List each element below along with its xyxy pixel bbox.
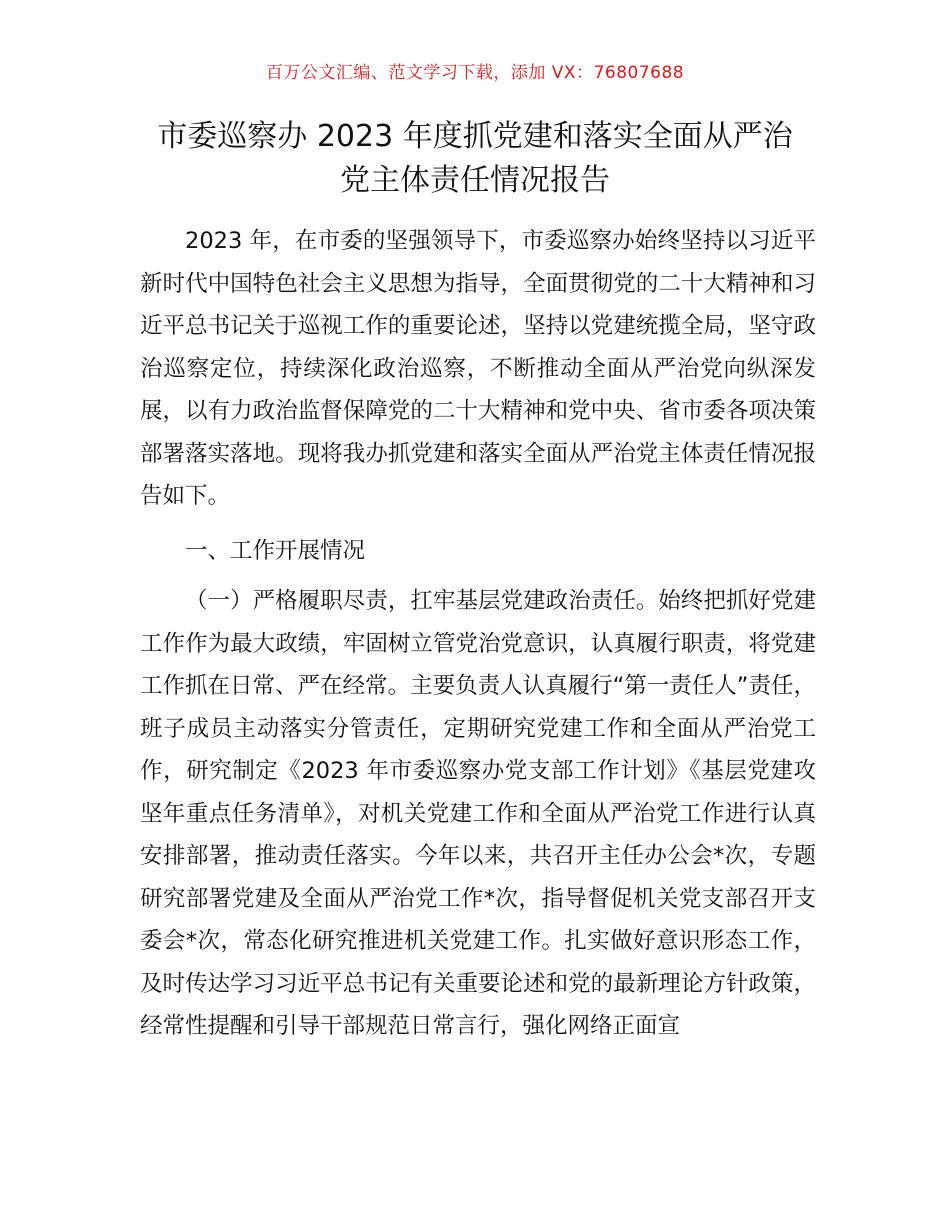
header-contact-note: 百万公文汇编、范文学习下载，添加 VX：76807688	[265, 63, 685, 83]
document-body	[140, 220, 816, 1048]
body-paragraph: （一）严格履职尽责，扛牢基层党建政治责任。始终把抓好党建工作作为最大政绩，牢固树立管党治党意识，认真履行职责，将党建工作抓在日常、严在经常。主要负责人认真履行“第一责任人”责任，班子成员主动落实分管责任，定期研究党建工作和全面从严治党工作，研究制定《2023 年市委巡察办党支部工作计划》《基层党建攻坚年重点任务清单》，对机关党建工作和全面从严治党工作进行认真安排部署，推动责任落实。今年以来，共召开主任办公会*次，专题研究部署党建及全面从严治党工作*次，指导督促机关党支部召开支委会*次，常态化研究推进机关党建工作。扎实做好意识形态工作，及时传达学习习近平总书记有关重要论述和党的最新理论方针政策，经常性提醒和引导干部规范日常言行，强化网络正面宣	[140, 588, 816, 1039]
title-line-2: 党主体责任情况报告	[340, 163, 610, 198]
section-heading: 一、工作开展情况	[185, 537, 366, 564]
document-title	[0, 115, 950, 203]
intro-paragraph: 2023 年，在市委的坚强领导下，市委巡察办始终坚持以习近平新时代中国特色社会主义思想为指导，全面贯彻党的二十大精神和习近平总书记关于巡视工作的重要论述，坚持以党建统揽全局，坚守政治巡察定位，持续深化政治巡察，不断推动全面从严治党向纵深发展，以有力政治监督保障党的二十大精神和党中央、省市委各项决策部署落实落地。现将我办抓党建和落实全面从严治党主体责任情况报告如下。	[140, 228, 816, 509]
title-line-1: 市委巡察办 2023 年度抓党建和落实全面从严治	[157, 119, 793, 154]
